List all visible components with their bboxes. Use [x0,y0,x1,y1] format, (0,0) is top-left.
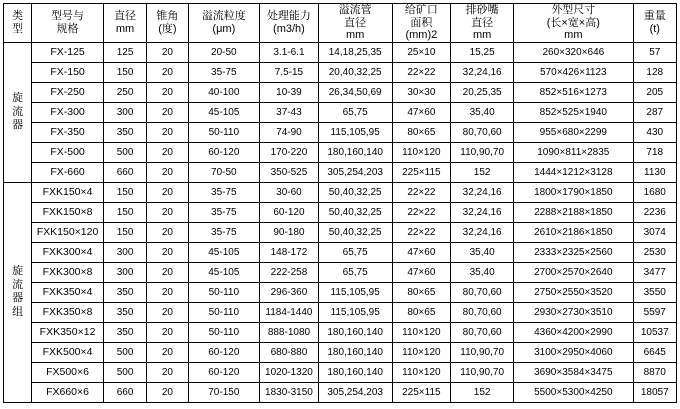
cell-weight: 3477 [633,262,676,282]
cell-overflow_size: 35-75 [188,202,260,222]
cell-diameter: 250 [103,82,146,102]
table-row [4,82,677,102]
cell-model: FX-500 [32,142,104,162]
cell-feed_area: 22×22 [392,202,451,222]
cell-feed_area: 47×60 [392,262,451,282]
table-row [4,282,677,302]
cell-sand_nozzle_dia: 80,70,60 [451,302,514,322]
cell-dimensions: 852×525×1940 [514,102,633,122]
cell-capacity: 1830-3150 [260,382,319,402]
cell-dimensions: 2333×2325×2560 [514,242,633,262]
cell-weight: 6645 [633,342,676,362]
cell-dimensions: 260×320×646 [514,42,633,62]
cell-feed_area: 25×10 [392,42,451,62]
cell-weight: 57 [633,42,676,62]
row-group-label-char: 旋 [12,91,24,104]
row-group-label [4,182,32,402]
cell-sand_nozzle_dia: 32,24,16 [451,222,514,242]
table-row [4,42,677,62]
cell-diameter: 300 [103,102,146,122]
cell-cone_angle: 20 [147,122,188,142]
column-header-model [32,4,104,43]
cell-overflow_pipe_dia: 305,254,203 [318,162,392,182]
cell-weight: 2530 [633,242,676,262]
cell-weight: 128 [633,62,676,82]
cell-overflow_size: 50-110 [188,322,260,342]
column-header-overflow_size [188,4,260,43]
column-header-line: 直径 [344,16,367,29]
cell-cone_angle: 20 [147,282,188,302]
cell-dimensions: 570×426×1123 [514,62,633,82]
cell-model: FXK350×12 [32,322,104,342]
column-header-cone_angle [147,4,188,43]
cell-cone_angle: 20 [147,222,188,242]
cell-cone_angle: 20 [147,302,188,322]
cell-diameter: 660 [103,382,146,402]
column-header-diameter [103,4,146,43]
column-header-overflow_pipe_dia [318,4,392,43]
cell-overflow_pipe_dia: 65,75 [318,262,392,282]
cell-weight: 718 [633,142,676,162]
column-header-feed_area [392,4,451,43]
table-header [4,4,677,43]
cell-overflow_size: 60-120 [188,142,260,162]
row-group-label-char: 旋 [12,264,24,277]
cell-sand_nozzle_dia: 152 [451,382,514,402]
cell-sand_nozzle_dia: 32,24,16 [451,182,514,202]
cell-model: FX-250 [32,82,104,102]
cell-dimensions: 2930×2730×3510 [514,302,633,322]
column-header-line: (mm)2 [405,29,438,42]
cell-sand_nozzle_dia: 110,90,70 [451,342,514,362]
cell-capacity: 74-90 [260,122,319,142]
cell-overflow_pipe_dia: 115,105,95 [318,302,392,322]
table-row [4,142,677,162]
cell-overflow_size: 40-100 [188,82,260,102]
cell-overflow_size: 45-105 [188,262,260,282]
row-group-label [4,42,32,182]
cell-diameter: 500 [103,342,146,362]
cell-overflow_pipe_dia: 20,40,32,25 [318,62,392,82]
column-header-line: (μm) [212,22,236,35]
cell-feed_area: 110×120 [392,142,451,162]
table-row [4,122,677,142]
cell-overflow_size: 45-105 [188,102,260,122]
cell-feed_area: 47×60 [392,242,451,262]
cell-sand_nozzle_dia: 32,24,16 [451,202,514,222]
cell-sand_nozzle_dia: 35,40 [451,242,514,262]
cell-model: FXK300×4 [32,242,104,262]
cell-sand_nozzle_dia: 20,25,35 [451,82,514,102]
cell-feed_area: 110×120 [392,342,451,362]
column-header-line: mm [115,22,135,35]
cell-feed_area: 110×120 [392,322,451,342]
cell-dimensions: 852×516×1273 [514,82,633,102]
cell-overflow_size: 50-110 [188,302,260,322]
cell-sand_nozzle_dia: 15,25 [451,42,514,62]
table-body [4,42,677,402]
cell-dimensions: 2700×2570×2640 [514,262,633,282]
cell-capacity: 888-1080 [260,322,319,342]
cell-sand_nozzle_dia: 35,40 [451,102,514,122]
cell-capacity: 680-880 [260,342,319,362]
cell-cone_angle: 20 [147,102,188,122]
column-header-line: mm [345,29,365,42]
cell-feed_area: 80×65 [392,122,451,142]
cell-capacity: 37-43 [260,102,319,122]
table-row [4,242,677,262]
cell-weight: 8870 [633,362,676,382]
cell-model: FXK500×4 [32,342,104,362]
cell-overflow_size: 50-110 [188,282,260,302]
cell-overflow_pipe_dia: 180,160,140 [318,342,392,362]
cell-capacity: 3.1-6.1 [260,42,319,62]
table-row [4,382,677,402]
cell-sand_nozzle_dia: 80,70,60 [451,122,514,142]
cell-overflow_size: 60-120 [188,362,260,382]
column-header-line: 型号与 [51,10,85,23]
cell-cone_angle: 20 [147,322,188,342]
cell-capacity: 30-60 [260,182,319,202]
cell-overflow_pipe_dia: 305,254,203 [318,382,392,402]
cell-model: FXK300×8 [32,262,104,282]
cell-cone_angle: 20 [147,42,188,62]
cell-overflow_size: 60-120 [188,342,260,362]
table-row [4,62,677,82]
cell-diameter: 350 [103,302,146,322]
cell-weight: 1130 [633,162,676,182]
cell-capacity: 148-172 [260,242,319,262]
cell-feed_area: 225×115 [392,162,451,182]
header-row [4,4,677,43]
cell-overflow_size: 35-75 [188,222,260,242]
cell-dimensions: 1444×1212×3128 [514,162,633,182]
cell-capacity: 296-360 [260,282,319,302]
cell-feed_area: 80×65 [392,302,451,322]
cell-overflow_pipe_dia: 65,75 [318,242,392,262]
cell-dimensions: 1800×1790×1850 [514,182,633,202]
cell-cone_angle: 20 [147,342,188,362]
table-row [4,302,677,322]
cell-overflow_size: 70-50 [188,162,260,182]
column-header-line: 溢流管 [338,4,372,16]
cell-feed_area: 22×22 [392,62,451,82]
row-group-label-char: 组 [12,306,24,319]
column-header-line: 直径 [471,16,494,29]
cell-dimensions: 1090×811×2835 [514,142,633,162]
cell-diameter: 150 [103,182,146,202]
cell-model: FXK150×120 [32,222,104,242]
cell-overflow_pipe_dia: 115,105,95 [318,122,392,142]
cell-cone_angle: 20 [147,362,188,382]
column-header-capacity [260,4,319,43]
cell-sand_nozzle_dia: 110,90,70 [451,142,514,162]
cell-feed_area: 110×120 [392,362,451,382]
cell-overflow_pipe_dia: 180,160,140 [318,142,392,162]
specification-table [3,3,677,403]
column-header-category [4,4,32,43]
cell-feed_area: 22×22 [392,182,451,202]
cell-diameter: 300 [103,262,146,282]
table-row [4,162,677,182]
column-header-line: (t) [649,22,660,35]
cell-model: FXK350×4 [32,282,104,302]
cell-overflow_pipe_dia: 14,18,25,35 [318,42,392,62]
cell-capacity: 222-258 [260,262,319,282]
cell-model: FXK350×8 [32,302,104,322]
cell-capacity: 350-525 [260,162,319,182]
cell-capacity: 10-39 [260,82,319,102]
cell-sand_nozzle_dia: 35,40 [451,262,514,282]
cell-cone_angle: 20 [147,62,188,82]
cell-capacity: 60-120 [260,202,319,222]
cell-weight: 430 [633,122,676,142]
column-header-line: 排砂嘴 [465,4,499,16]
table-row [4,322,677,342]
cell-overflow_pipe_dia: 65,75 [318,102,392,122]
cell-sand_nozzle_dia: 32,24,16 [451,62,514,82]
cell-cone_angle: 20 [147,202,188,222]
column-header-dimensions [514,4,633,43]
cell-sand_nozzle_dia: 110,90,70 [451,362,514,382]
column-header-sand_nozzle_dia [451,4,514,43]
cell-diameter: 350 [103,322,146,342]
column-header-line: (度) [158,22,177,35]
cell-cone_angle: 20 [147,142,188,162]
cell-overflow_pipe_dia: 115,105,95 [318,282,392,302]
cell-model: FX-350 [32,122,104,142]
cell-cone_angle: 20 [147,262,188,282]
column-header-line: 溢流粒度 [201,10,246,23]
table-row [4,262,677,282]
cell-capacity: 1184-1440 [260,302,319,322]
table-row [4,362,677,382]
row-group-label-char: 器 [12,292,24,305]
cell-feed_area: 22×22 [392,222,451,242]
cell-overflow_size: 35-75 [188,62,260,82]
cell-feed_area: 225×115 [392,382,451,402]
row-group-label-char: 流 [12,278,24,291]
cell-feed_area: 80×65 [392,282,451,302]
column-header-line: 外型尺寸 [551,4,596,16]
cell-model: FX-150 [32,62,104,82]
cell-weight: 287 [633,102,676,122]
column-header-line: (长×宽×高) [546,16,600,29]
cell-dimensions: 4360×4200×2990 [514,322,633,342]
cell-weight: 2236 [633,202,676,222]
column-header-weight [633,4,676,43]
cell-feed_area: 30×30 [392,82,451,102]
cell-cone_angle: 20 [147,162,188,182]
cell-dimensions: 5500×5300×4250 [514,382,633,402]
cell-capacity: 1020-1320 [260,362,319,382]
column-header-line: 规格 [56,22,79,35]
cell-diameter: 300 [103,242,146,262]
table-row [4,102,677,122]
table-row [4,202,677,222]
cell-diameter: 350 [103,122,146,142]
cell-sand_nozzle_dia: 80,70,60 [451,322,514,342]
cell-overflow_size: 45-105 [188,242,260,262]
cell-diameter: 500 [103,142,146,162]
cell-overflow_size: 35-75 [188,182,260,202]
cell-dimensions: 2750×2550×3520 [514,282,633,302]
column-header-line: 型 [12,22,24,35]
cell-weight: 3550 [633,282,676,302]
column-header-line: 锥角 [156,10,179,23]
cell-dimensions: 955×680×2299 [514,122,633,142]
cell-weight: 1680 [633,182,676,202]
cell-diameter: 350 [103,282,146,302]
column-header-line: mm [472,29,492,42]
cell-dimensions: 3690×3584×3475 [514,362,633,382]
cell-overflow_pipe_dia: 180,160,140 [318,362,392,382]
cell-weight: 3074 [633,222,676,242]
column-header-line: 面积 [410,16,433,29]
cell-diameter: 150 [103,202,146,222]
cell-overflow_size: 70-150 [188,382,260,402]
cell-diameter: 500 [103,362,146,382]
cell-cone_angle: 20 [147,382,188,402]
cell-model: FX-125 [32,42,104,62]
cell-capacity: 90-180 [260,222,319,242]
cell-capacity: 170-220 [260,142,319,162]
cell-model: FXK150×4 [32,182,104,202]
cell-weight: 10537 [633,322,676,342]
column-header-line: (m3/h) [273,22,305,35]
cell-model: FXK150×8 [32,202,104,222]
cell-dimensions: 2288×2188×1850 [514,202,633,222]
row-group-label-char: 流 [12,105,24,118]
cell-cone_angle: 20 [147,182,188,202]
cell-sand_nozzle_dia: 80,70,60 [451,282,514,302]
table-row [4,182,677,202]
cell-sand_nozzle_dia: 152 [451,162,514,182]
cell-diameter: 150 [103,62,146,82]
column-header-line: 直径 [114,10,137,23]
cell-weight: 5597 [633,302,676,322]
cell-overflow_pipe_dia: 26,34,50,69 [318,82,392,102]
cell-diameter: 150 [103,222,146,242]
cell-overflow_pipe_dia: 50,40,32,25 [318,182,392,202]
table-row [4,222,677,242]
cell-overflow_size: 20-50 [188,42,260,62]
cell-overflow_size: 50-110 [188,122,260,142]
cell-model: FX-300 [32,102,104,122]
cell-dimensions: 3100×2950×4060 [514,342,633,362]
table-row [4,342,677,362]
column-header-line: 给矿口 [404,4,438,16]
cell-weight: 18057 [633,382,676,402]
cell-overflow_pipe_dia: 180,160,140 [318,322,392,342]
column-header-line: 类 [12,10,24,23]
cell-cone_angle: 20 [147,82,188,102]
cell-feed_area: 47×60 [392,102,451,122]
cell-weight: 205 [633,82,676,102]
cell-model: FX-660 [32,162,104,182]
cell-model: FX660×6 [32,382,104,402]
column-header-line: 重量 [643,10,666,23]
column-header-line: mm [564,29,583,42]
cell-diameter: 660 [103,162,146,182]
cell-overflow_pipe_dia: 50,40,32,25 [318,222,392,242]
cell-dimensions: 2610×2186×1850 [514,222,633,242]
cell-model: FX500×6 [32,362,104,382]
column-header-line: 处理能力 [266,10,311,23]
cell-cone_angle: 20 [147,242,188,262]
cell-diameter: 125 [103,42,146,62]
cell-overflow_pipe_dia: 50,40,32,25 [318,202,392,222]
cell-capacity: 7.5-15 [260,62,319,82]
row-group-label-char: 器 [12,119,24,132]
